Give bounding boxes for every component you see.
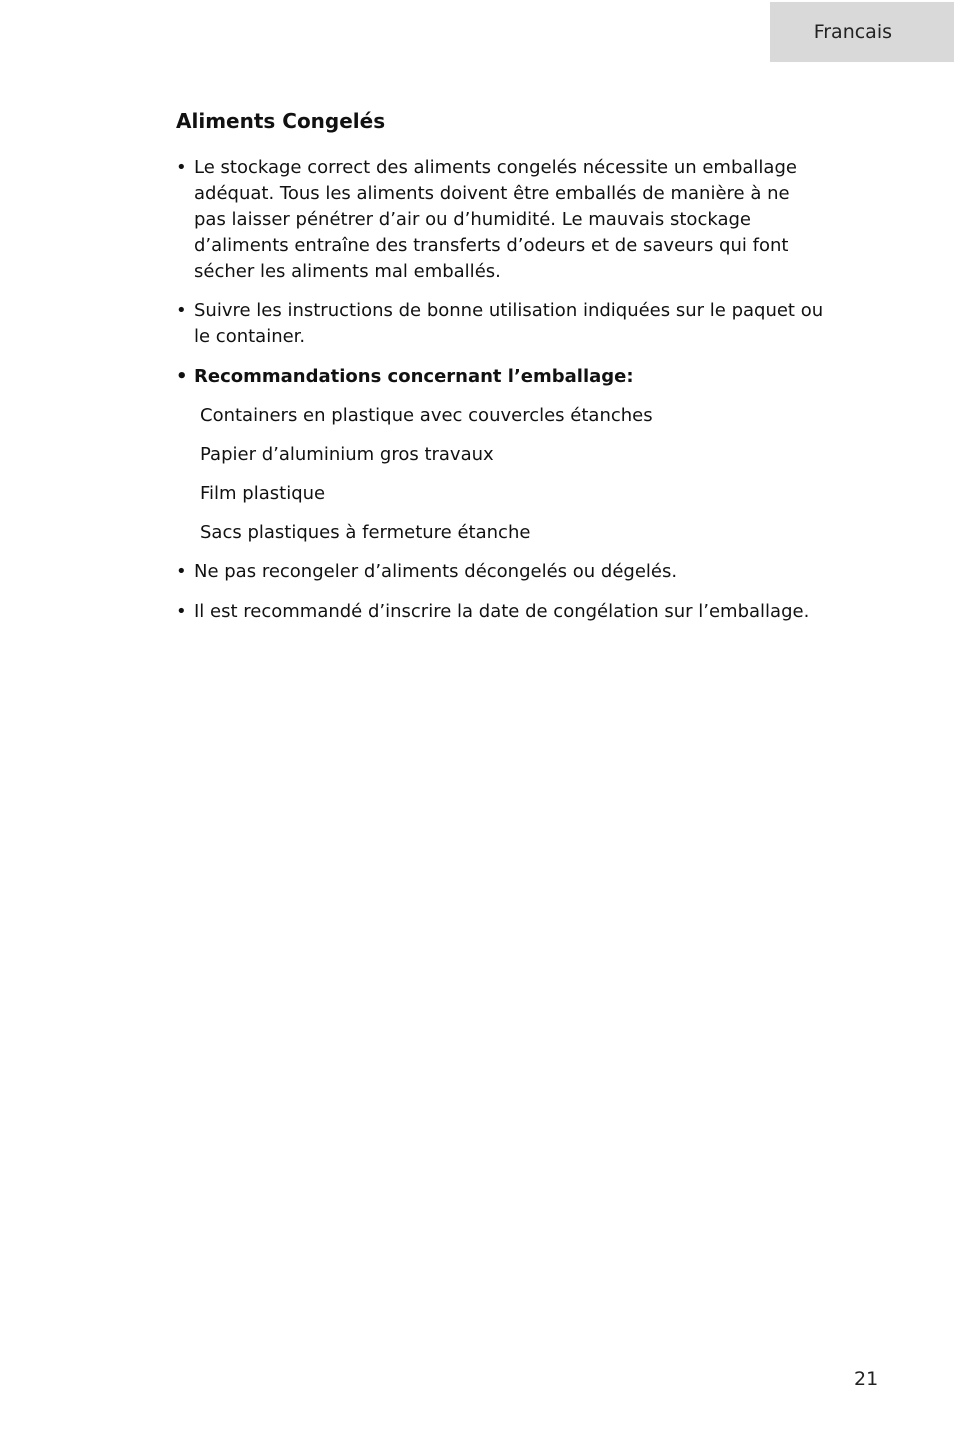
bullet-dot: • bbox=[176, 157, 187, 178]
bullet-text: Le stockage correct des aliments congelés nécessite un emballage adéquat. Tous les aliments doivent être emballés de manière à ne pas laisser pénétrer d’air ou d’humidité. Le mauvais stockage d’aliments entraîne des transferts d’odeurs et de saveurs qui font sécher les aliments mal emballés. bbox=[194, 157, 797, 282]
section-title: Aliments Congelés bbox=[176, 109, 386, 133]
document-body bbox=[176, 106, 826, 637]
bullet-text: Ne pas recongeler d’aliments décongelés ou dégelés. bbox=[194, 561, 678, 582]
bullet-text: Il est recommandé d’inscrire la date de congélation sur l’emballage. bbox=[194, 601, 810, 622]
bullet-dot: • bbox=[176, 366, 188, 387]
bullet-dot: • bbox=[176, 601, 187, 622]
bullet-packaging-recommendations bbox=[176, 364, 826, 390]
bullet-dot: • bbox=[176, 300, 187, 321]
packaging-item: Papier d’aluminium gros travaux bbox=[200, 444, 494, 465]
packaging-item: Sacs plastiques à fermeture étanche bbox=[200, 522, 531, 543]
bullet-dot: • bbox=[176, 561, 187, 582]
bullet-text: Suivre les instructions de bonne utilisation indiquées sur le paquet ou le container. bbox=[194, 300, 824, 347]
bullet-storage bbox=[176, 155, 826, 285]
packaging-item: Containers en plastique avec couvercles étanches bbox=[200, 405, 653, 426]
bullet-instructions bbox=[176, 298, 826, 350]
packaging-item: Film plastique bbox=[200, 483, 326, 504]
language-tab-label: Francais bbox=[813, 21, 892, 43]
bullet-no-refreeze bbox=[176, 559, 826, 585]
bullet-freeze-date bbox=[176, 599, 826, 625]
bullet-text: Recommandations concernant l’emballage: bbox=[194, 366, 634, 387]
language-tab bbox=[770, 2, 954, 62]
page-number: 21 bbox=[854, 1368, 879, 1390]
